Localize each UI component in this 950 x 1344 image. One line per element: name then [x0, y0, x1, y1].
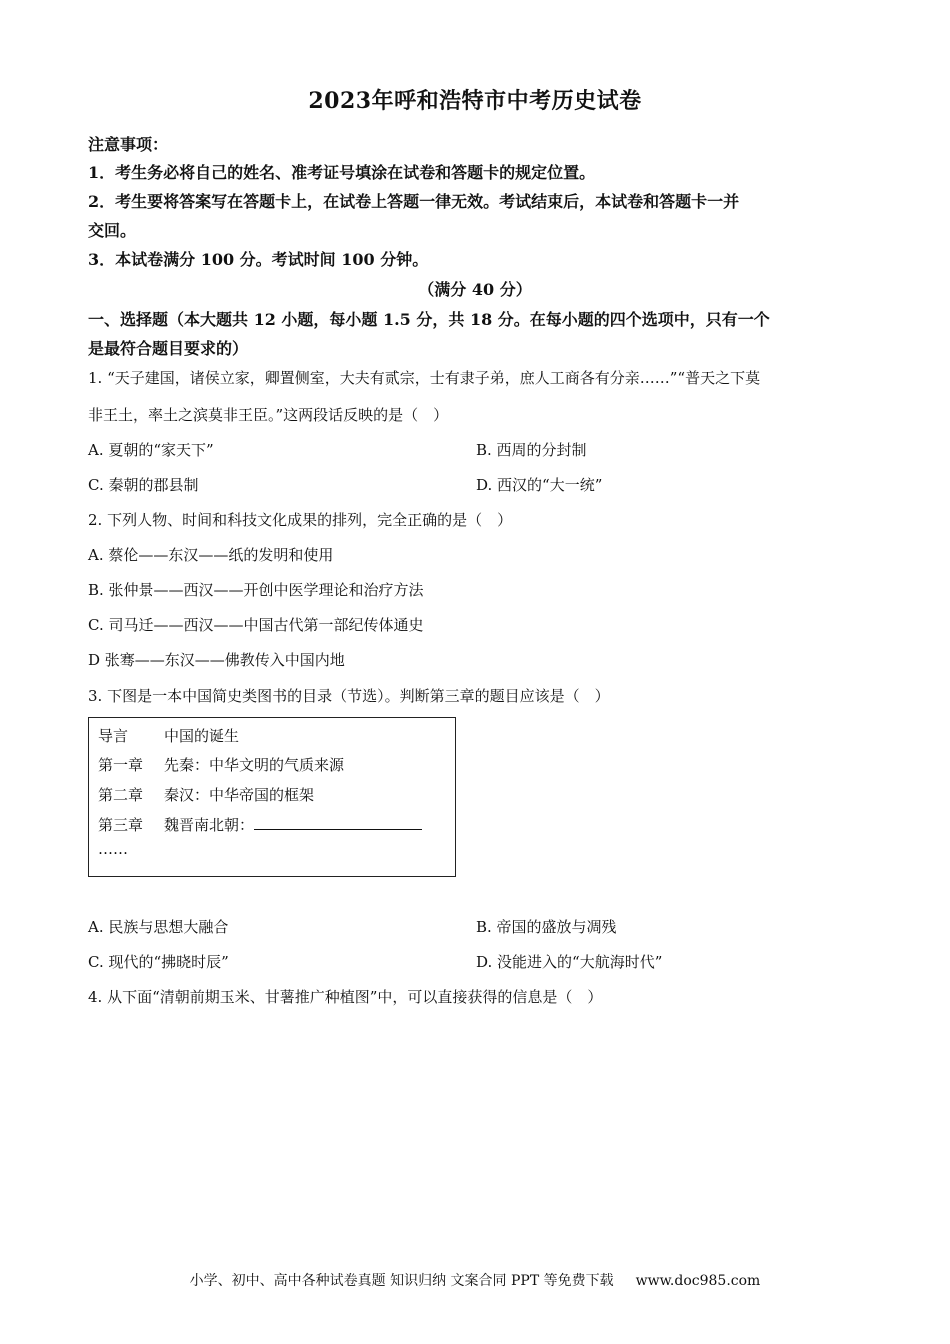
question-2-option-a: A. 蔡伦——东汉——纸的发明和使用	[88, 546, 334, 564]
toc-row-heading: 第一章	[98, 756, 144, 774]
answer-blank	[254, 815, 422, 830]
question-1-option-c: C. 秦朝的郡县制	[88, 476, 199, 494]
notice-heading: 注意事项：	[88, 135, 169, 154]
question-4-stem: 4. 从下面“清朝前期玉米、甘薯推广种植图”中，可以直接获得的信息是（ ）	[88, 988, 603, 1006]
toc-row-text: 秦汉：中华帝国的框架	[164, 786, 315, 804]
question-2-stem: 2. 下列人物、时间和科技文化成果的排列，完全正确的是（ ）	[88, 511, 513, 529]
footer-url[interactable]: www.doc985.com	[635, 1273, 761, 1289]
page-title: 2023年呼和浩特市中考历史试卷	[308, 88, 642, 114]
toc-row	[98, 754, 344, 775]
page-footer	[0, 1270, 950, 1290]
footer-text: 小学、初中、高中各种试卷真题 知识归纳 文案合同 PPT 等免费下载	[189, 1273, 614, 1289]
toc-row-heading: 第三章	[98, 816, 144, 834]
section-1-heading-line-1: 一、选择题（本大题共 12 小题，每小题 1.5 分，共 18 分。在每小题的四个选项中，只有一个	[88, 310, 770, 329]
question-1-option-b: B. 西周的分封制	[476, 441, 587, 459]
notice-item-1: 1．考生务必将自己的姓名、准考证号填涂在试卷和答题卡的规定位置。	[88, 163, 596, 182]
question-1-stem-line-2: 非王土，率土之滨莫非王臣。”这两段话反映的是（ ）	[88, 406, 449, 424]
question-1-option-a: A. 夏朝的“家天下”	[88, 441, 214, 459]
notice-item-2-line-2: 交回。	[88, 221, 137, 240]
score-line: （满分 40 分）	[418, 280, 532, 299]
question-3-option-c: C. 现代的“拂晓时辰”	[88, 953, 229, 971]
question-2-option-d: D 张骞——东汉——佛教传入中国内地	[88, 651, 345, 669]
question-1-option-d: D. 西汉的“大一统”	[476, 476, 603, 494]
section-1-heading-line-2: 是最符合题目要求的）	[88, 339, 249, 358]
notice-item-3: 3．本试卷满分 100 分。考试时间 100 分钟。	[88, 250, 429, 269]
toc-row	[98, 814, 422, 835]
question-3-stem: 3. 下图是一本中国简史类图书的目录（节选）。判断第三章的题目应该是（ ）	[88, 687, 610, 705]
toc-row	[98, 784, 314, 805]
toc-row-text: 魏晋南北朝：	[164, 816, 255, 834]
toc-ellipsis: ……	[98, 840, 128, 858]
question-2-option-b: B. 张仲景——西汉——开创中医学理论和治疗方法	[88, 581, 424, 599]
table-of-contents-box	[88, 717, 456, 877]
toc-row-heading: 导言	[98, 727, 129, 745]
question-3-option-a: A. 民族与思想大融合	[88, 918, 229, 936]
question-2-option-c: C. 司马迁——西汉——中国古代第一部纪传体通史	[88, 616, 424, 634]
toc-row-text: 先秦：中华文明的气质来源	[164, 756, 345, 774]
question-3-option-b: B. 帝国的盛放与凋残	[476, 918, 617, 936]
question-1-stem-line-1: 1. “天子建国，诸侯立家，卿置侧室，大夫有贰宗，士有隶子弟，庶人工商各有分亲……”“普天之下莫	[88, 369, 761, 387]
notice-item-2-line-1: 2．考生要将答案写在答题卡上，在试卷上答题一律无效。考试结束后，本试卷和答题卡一并	[88, 192, 740, 211]
toc-row-heading: 第二章	[98, 786, 144, 804]
toc-row	[98, 725, 239, 746]
toc-row-text: 中国的诞生	[164, 727, 240, 745]
question-3-option-d: D. 没能进入的“大航海时代”	[476, 953, 663, 971]
